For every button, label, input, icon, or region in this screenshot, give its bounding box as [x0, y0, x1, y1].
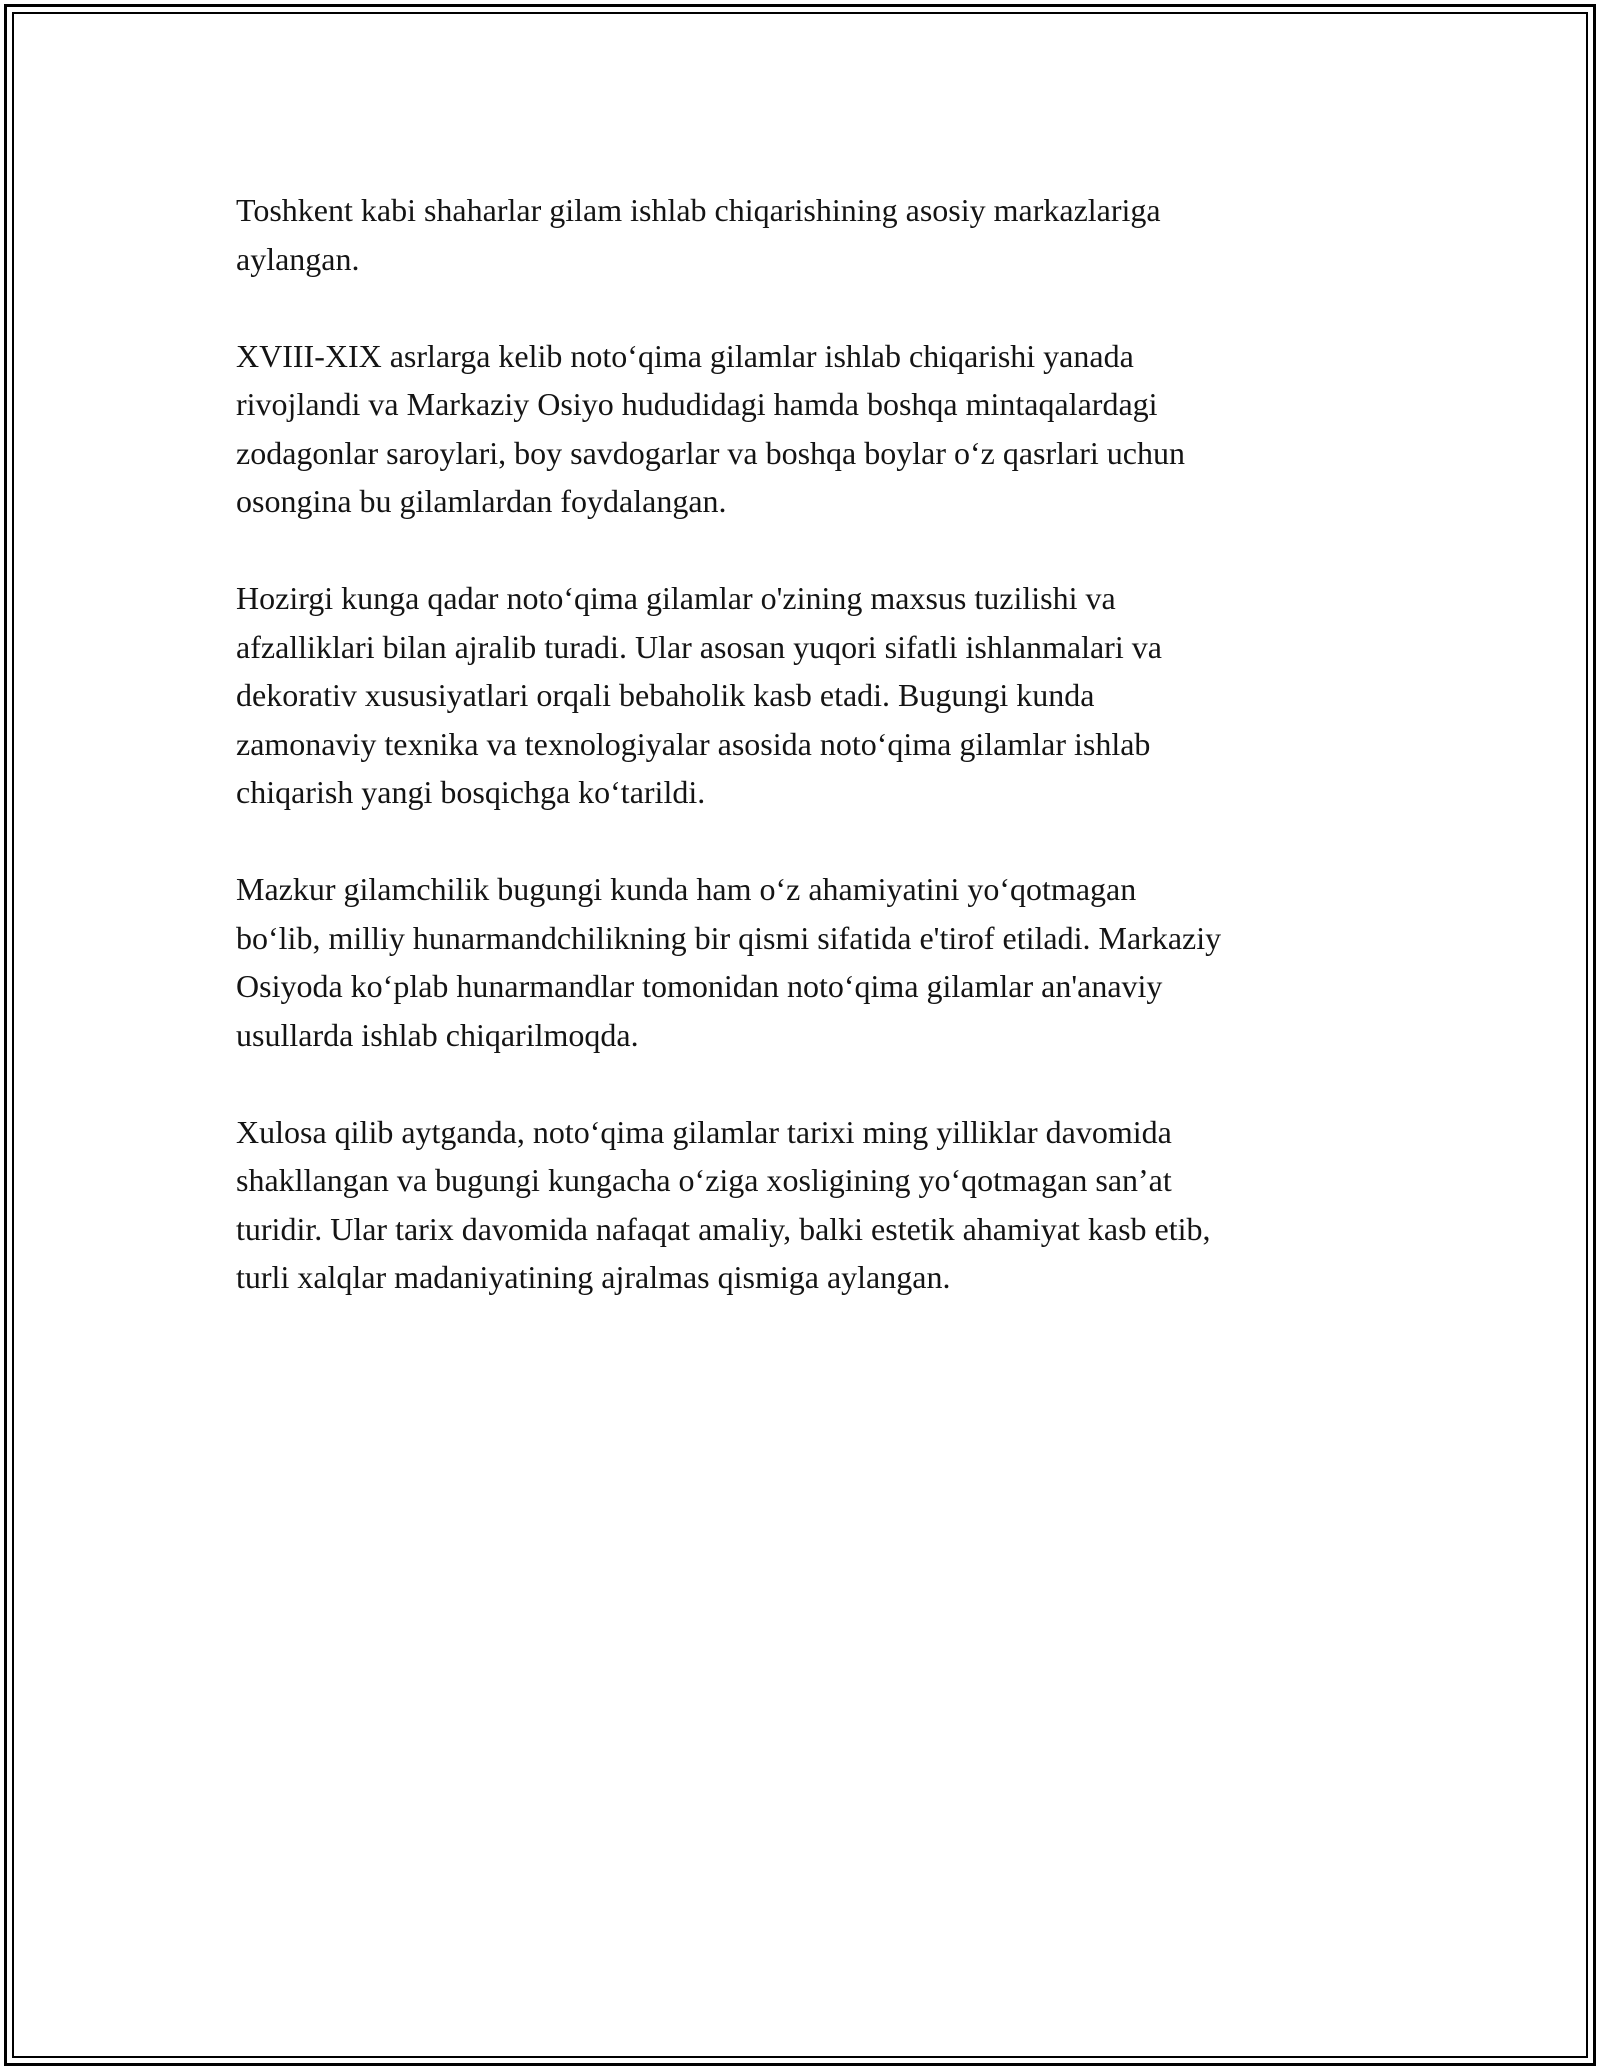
- paragraph-1: Toshkent kabi shaharlar gilam ishlab chiqarishining asosiy markazlariga aylangan.: [236, 192, 1161, 277]
- paragraph-4: Mazkur gilamchilik bugungi kunda ham o‘z ahamiyatini yo‘qotmagan bo‘lib, milliy hunarmandchilikning bir qismi sifatida e'tirof etiladi. Markaziy Osiyoda ko‘plab hunarmandlar tomonidan noto‘qima gilamlar an'anaviy usullarda ishlab chiqarilmoqda.: [236, 871, 1222, 1053]
- paragraph-3: Hozirgi kunga qadar noto‘qima gilamlar o'zining maxsus tuzilishi va afzalliklari bilan ajralib turadi. Ular asosan yuqori sifatli ishlanmalari va dekorativ xususiyatlari orqali bebaholik kasb etadi. Bugungi kunda zamonaviy texnika va texnologiyalar asosida noto‘qima gilamlar ishlab chiqarish yangi bosqichga ko‘tarildi.: [236, 580, 1162, 810]
- document-body: [236, 186, 1376, 1350]
- paragraph-2: XVIII-XIX asrlarga kelib noto‘qima gilamlar ishlab chiqarishi yanada rivojlandi va Markaziy Osiyo hududidagi hamda boshqa mintaqalardagi zodagonlar saroylari, boy savdogarlar va boshqa boylar o‘z qasrlari uchun osongina bu gilamlardan foydalangan.: [236, 337, 1185, 519]
- paragraph-5: Xulosa qilib aytganda, noto‘qima gilamlar tarixi ming yilliklar davomida shakllangan va bugungi kungacha o‘ziga xosligining yo‘qotmagan san’at turidir. Ular tarix davomida nafaqat amaliy, balki estetik ahamiyat kasb etib, turli xalqlar madaniyatining ajralmas qismiga aylangan.: [236, 1113, 1211, 1295]
